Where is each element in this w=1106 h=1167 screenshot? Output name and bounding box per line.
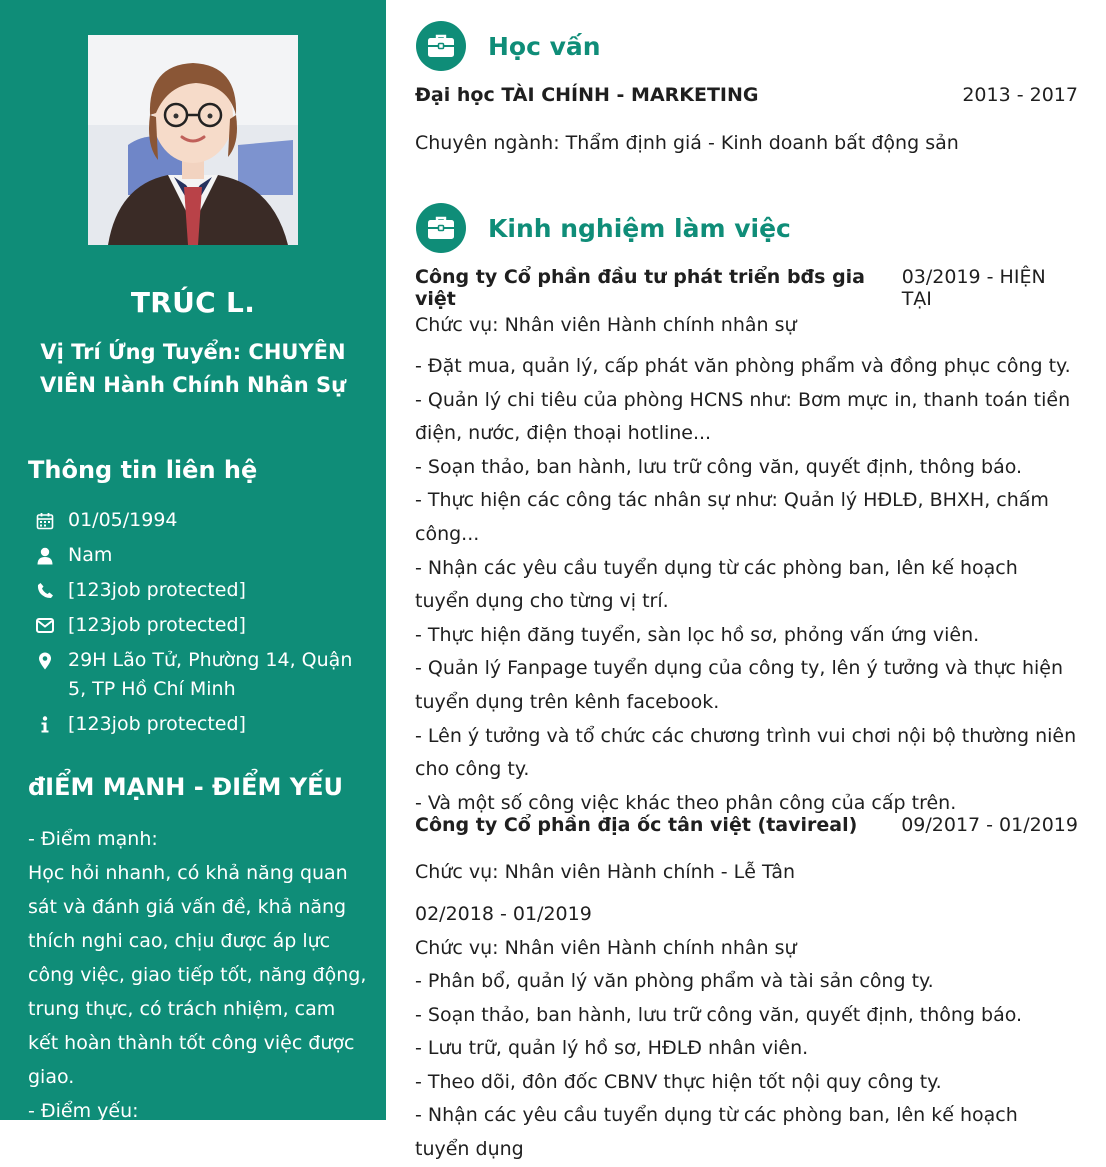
briefcase-icon (416, 203, 466, 253)
job-sub-role: Chức vụ: Nhân viên Hành chính nhân sự (415, 937, 797, 959)
email-icon (34, 611, 56, 640)
experience-title: Kinh nghiệm làm việc (488, 213, 791, 243)
avatar (88, 35, 298, 245)
duty-item: - Quản lý Fanpage tuyển dụng của công ty, lên ý tưởng và thực hiện tuyển dụng trên kênh facebook. (415, 657, 1064, 713)
strengths-section (28, 822, 368, 1162)
education-title: Học vấn (488, 31, 601, 61)
contact-other: [123job protected] (68, 713, 246, 735)
duty-item: - Phân bổ, quản lý văn phòng phẩm và tài sản công ty. (415, 970, 934, 992)
duty-item: - Soạn thảo, ban hành, lưu trữ công văn, quyết định, thông báo. (415, 1003, 1023, 1026)
candidate-name: TRÚC L. (130, 286, 256, 319)
contact-email: [123job protected] (68, 614, 246, 636)
contact-item-phone (34, 576, 364, 605)
duty-item: - Lên ý tưởng và tổ chức các chương trình vui chơi nội bộ thường niên cho công ty. (415, 724, 1077, 781)
contact-heading: Thông tin liên hệ (28, 456, 258, 484)
contact-birthday: 01/05/1994 (68, 509, 178, 531)
contact-item-gender (34, 541, 364, 570)
education-period: 2013 - 2017 (962, 84, 1078, 106)
contact-item-email (34, 611, 364, 640)
resume-main (386, 0, 1106, 1160)
contact-phone: [123job protected] (68, 579, 246, 601)
education-header (416, 21, 601, 71)
user-icon (34, 541, 56, 570)
job-company: Công ty Cổ phần địa ốc tân việt (tavireal) (415, 814, 858, 836)
job-role: Chức vụ: Nhân viên Hành chính - Lễ Tân (415, 861, 796, 883)
job-duties (415, 350, 1078, 820)
job-company: Công ty Cổ phần đầu tư phát triển bđs gia việt (415, 266, 866, 310)
applied-position: Vị Trí Ứng Tuyển: CHUYÊN VIÊN Hành Chính Nhân Sự (39, 340, 347, 397)
contact-address: 29H Lão Tử, Phường 14, Quận 5, TP Hồ Chí Minh (68, 649, 353, 700)
strength-text: Học hỏi nhanh, có khả năng quan sát và đánh giá vấn đề, khả năng thích nghi cao, chịu được áp lực công việc, giao tiếp tốt, năng động, trung thực, có trách nhiệm, cam kết hoàn thành tốt công việc được giao. (28, 862, 367, 1088)
weakness-label: - Điểm yếu: (28, 1100, 139, 1122)
duty-item: - Thực hiện đăng tuyển, sàn lọc hồ sơ, phỏng vấn ứng viên. (415, 623, 980, 646)
education-major: Chuyên ngành: Thẩm định giá - Kinh doanh bất động sản (415, 132, 959, 154)
job-duties (415, 965, 1078, 1167)
contact-item-address (34, 646, 364, 704)
contact-list (34, 506, 364, 745)
map-pin-icon (34, 646, 56, 675)
strength-label: - Điểm mạnh: (28, 828, 158, 850)
profile-sidebar (0, 0, 386, 1156)
experience-header (416, 203, 791, 253)
briefcase-icon (416, 21, 466, 71)
duty-item: - Đặt mua, quản lý, cấp phát văn phòng phẩm và đồng phục công ty. (415, 355, 1071, 377)
contact-gender: Nam (68, 544, 113, 566)
calendar-icon (34, 506, 56, 535)
duty-item: - Và một số công việc khác theo phân công của cấp trên. (415, 791, 957, 814)
info-icon (34, 710, 56, 739)
contact-item-birthday (34, 506, 364, 535)
contact-item-other (34, 710, 364, 739)
job-sub-period: 02/2018 - 01/2019 (415, 903, 592, 925)
job-role: Chức vụ: Nhân viên Hành chính nhân sự (415, 314, 797, 336)
education-row (415, 84, 1078, 106)
job-period: 03/2019 - HIỆN TẠI (901, 266, 1046, 310)
duty-item: - Nhận các yêu cầu tuyển dụng từ các phòng ban, lên kế hoạch tuyển dụng cho từng vị trí. (415, 556, 1018, 613)
strengths-heading: đIỂM MẠNH - ĐIỂM YẾU (28, 773, 343, 801)
weakness-text: Là người cầu toàn và hay ôm đồm (28, 1134, 353, 1156)
school-name: Đại học TÀI CHÍNH - MARKETING (415, 84, 759, 106)
duty-item: - Soạn thảo, ban hành, lưu trữ công văn, quyết định, thông báo. (415, 455, 1023, 478)
duty-item: - Nhận các yêu cầu tuyển dụng từ các phòng ban, lên kế hoạch tuyển dụng (415, 1104, 1018, 1160)
job-row (415, 814, 1078, 836)
duty-item: - Quản lý chi tiêu của phòng HCNS như: Bơm mực in, thanh toán tiền điện, nước, điện thoại hotline... (415, 388, 1071, 445)
avatar-photo (88, 35, 298, 245)
phone-icon (34, 576, 56, 605)
job-row (415, 266, 1078, 310)
duty-item: - Thực hiện các công tác nhân sự như: Quản lý HĐLĐ, BHXH, chấm công... (415, 489, 1049, 545)
duty-item: - Theo dõi, đôn đốc CBNV thực hiện tốt nội quy công ty. (415, 1070, 942, 1093)
job-period: 09/2017 - 01/2019 (901, 814, 1078, 836)
duty-item: - Lưu trữ, quản lý hồ sơ, HĐLĐ nhân viên. (415, 1037, 809, 1060)
